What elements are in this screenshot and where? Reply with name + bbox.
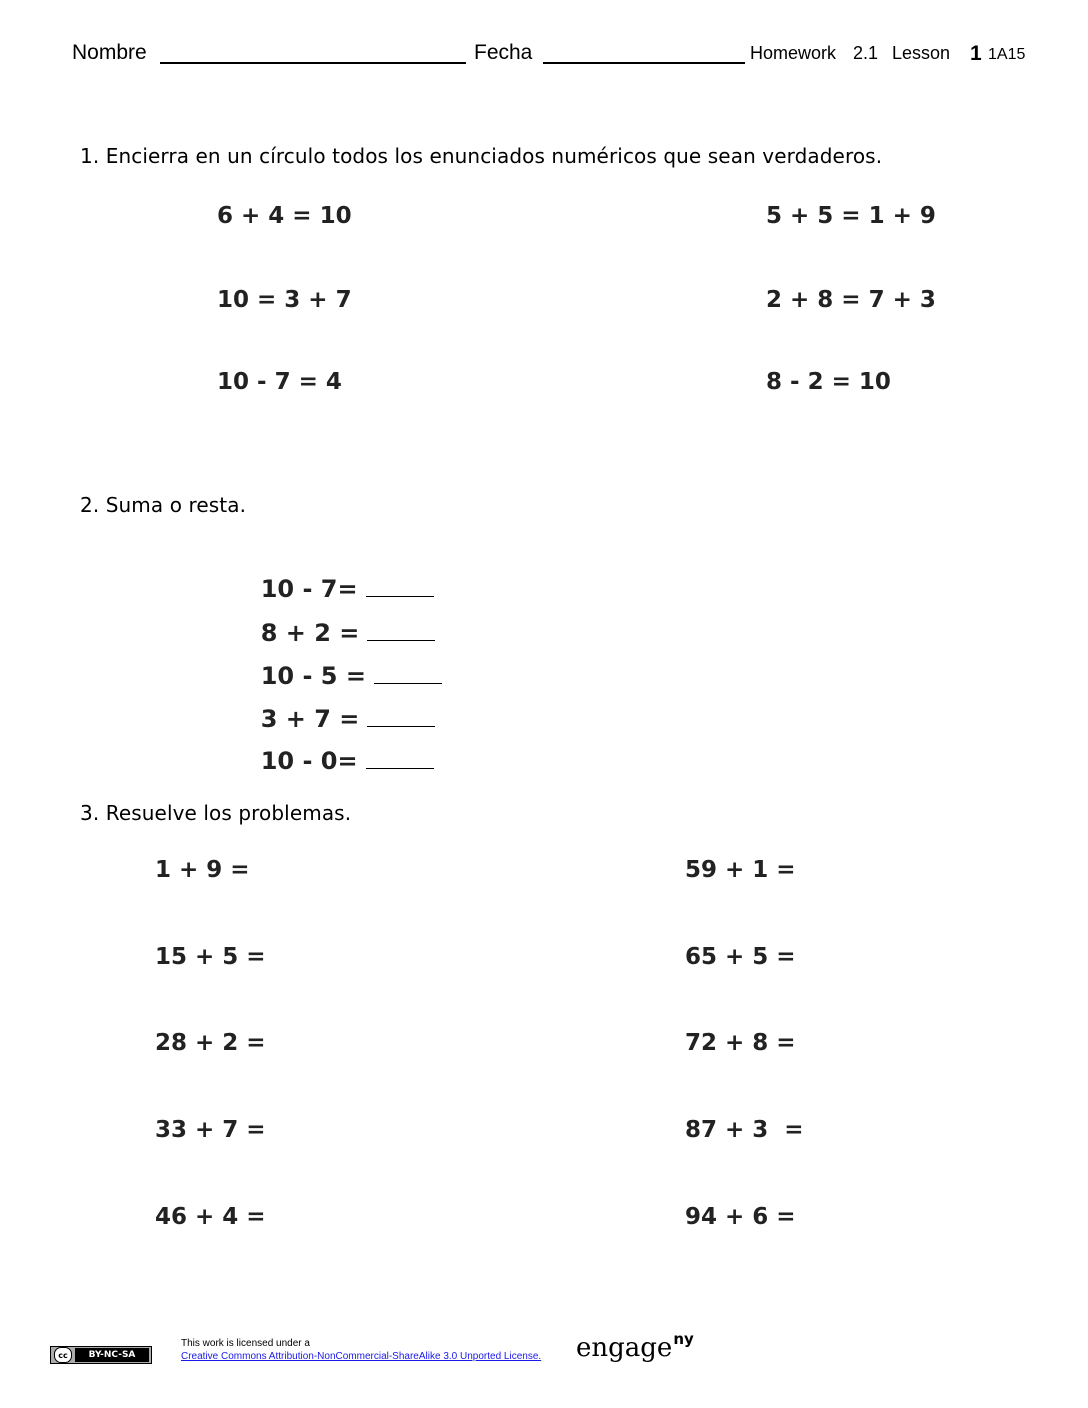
name-label: Nombre — [72, 41, 147, 64]
date-field[interactable] — [543, 62, 745, 64]
problem-right-2[interactable]: 65 + 5 = — [685, 944, 796, 970]
lesson-code: 1A15 — [988, 46, 1026, 63]
problem-right-3[interactable]: 72 + 8 = — [685, 1030, 796, 1056]
answer-blank[interactable] — [366, 746, 434, 769]
date-label: Fecha — [474, 41, 533, 64]
problem-text: 10 - 7= — [260, 575, 358, 603]
statement-right-1[interactable]: 5 + 5 = 1 + 9 — [766, 203, 936, 229]
problem-left-3[interactable]: 28 + 2 = — [155, 1030, 266, 1056]
problem-text: 3 + 7 = — [260, 705, 360, 733]
statement-left-1[interactable]: 6 + 4 = 10 — [217, 203, 352, 229]
logo-text: engage — [576, 1333, 673, 1363]
logo-superscript: ny — [673, 1330, 694, 1348]
statement-right-3[interactable]: 8 - 2 = 10 — [766, 369, 891, 395]
cc-license-badge[interactable] — [50, 1346, 152, 1364]
homework-label: Homework — [750, 43, 837, 63]
engageny-logo — [576, 1330, 694, 1363]
statement-right-2[interactable]: 2 + 8 = 7 + 3 — [766, 287, 936, 313]
statement-left-2[interactable]: 10 = 3 + 7 — [217, 287, 352, 313]
problem-row — [244, 718, 434, 775]
lesson-number: 1 — [970, 42, 982, 65]
license-text: This work is licensed under a — [181, 1338, 310, 1349]
statement-left-3[interactable]: 10 - 7 = 4 — [217, 369, 342, 395]
section1-instruction: 1. Encierra en un círculo todos los enunciados numéricos que sean verdaderos. — [80, 144, 883, 168]
problem-right-5[interactable]: 94 + 6 = — [685, 1204, 796, 1230]
section2-instruction: 2. Suma o resta. — [80, 493, 247, 517]
lesson-label: Lesson — [892, 43, 951, 63]
problem-left-1[interactable]: 1 + 9 = — [155, 857, 250, 883]
problem-text: 10 - 5 = — [260, 662, 366, 690]
name-field[interactable] — [160, 62, 466, 64]
homework-number: 2.1 — [853, 43, 879, 63]
section3-instruction: 3. Resuelve los problemas. — [80, 801, 352, 825]
problem-text: 10 - 0= — [260, 747, 358, 775]
problem-left-4[interactable]: 33 + 7 = — [155, 1117, 266, 1143]
problem-left-5[interactable]: 46 + 4 = — [155, 1204, 266, 1230]
problem-text: 8 + 2 = — [260, 619, 360, 647]
license-link[interactable]: Creative Commons Attribution-NonCommercial-ShareAlike 3.0 Unported License. — [181, 1351, 542, 1362]
problem-right-1[interactable]: 59 + 1 = — [685, 857, 796, 883]
cc-icon: cc — [54, 1347, 72, 1363]
problem-left-2[interactable]: 15 + 5 = — [155, 944, 266, 970]
problem-right-4[interactable]: 87 + 3 = — [685, 1117, 804, 1143]
cc-badge-label: BY-NC-SA — [75, 1348, 149, 1362]
